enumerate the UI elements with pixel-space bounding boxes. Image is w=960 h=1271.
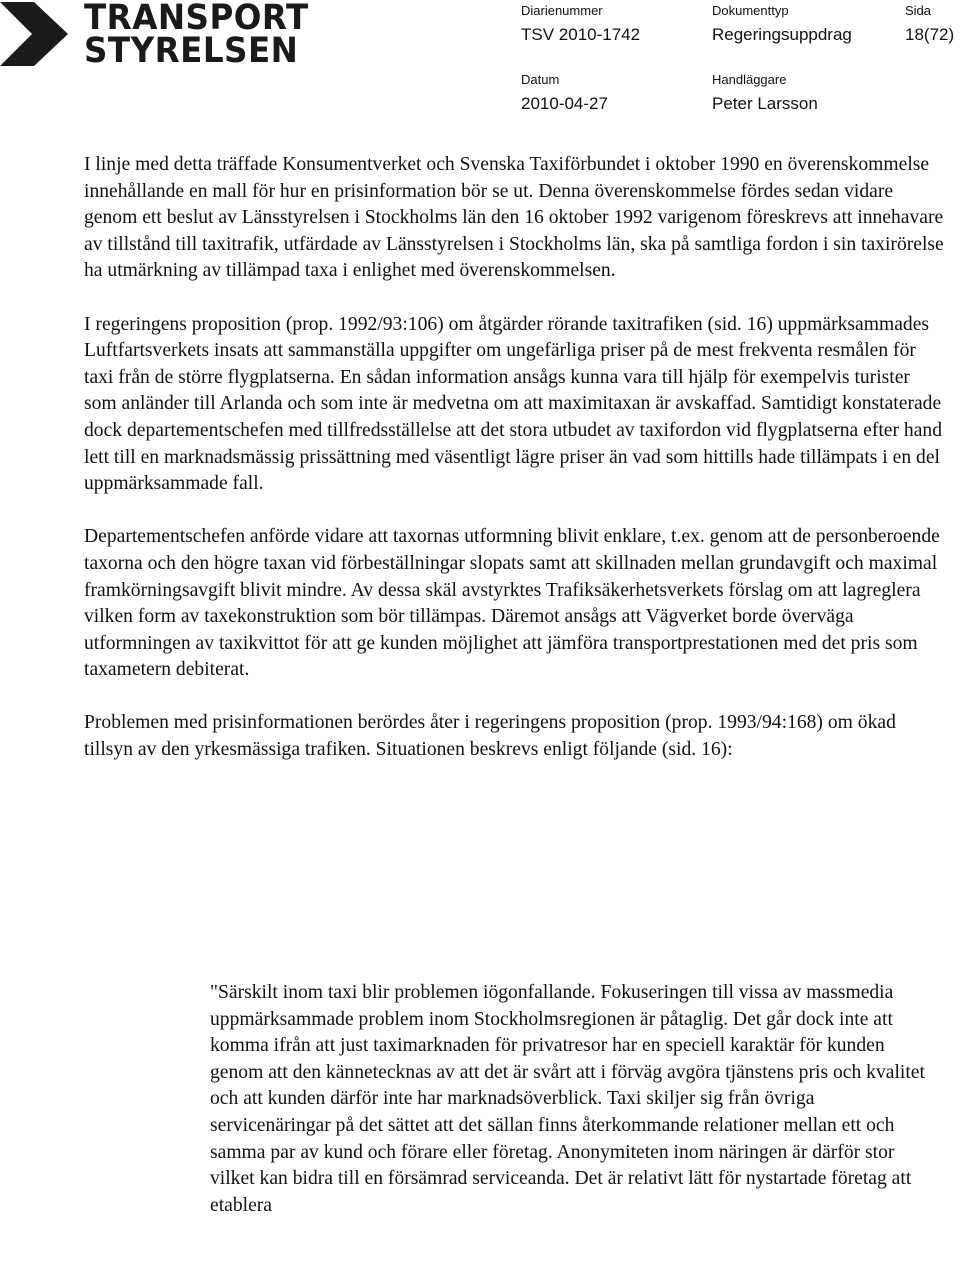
date-value: 2010-04-27 — [521, 94, 608, 113]
diary-number-value: TSV 2010-1742 — [521, 25, 641, 44]
logo-text-line1: TRANSPORT — [84, 0, 309, 38]
page-number-label: Sida — [905, 3, 932, 18]
document-type-value: Regeringsuppdrag — [712, 25, 852, 44]
body-paragraph: Problemen med prisinformationen berördes åter i regeringens proposition (prop. 1993/94:168) om ökad tillsyn av den yrkesmässiga trafiken. Situationen beskrevs enligt följande (sid. 16): — [84, 712, 896, 761]
document-body — [84, 152, 944, 790]
diary-number-label: Diarienummer — [521, 3, 603, 18]
document-type-block — [712, 3, 852, 46]
page-number-value: 18 — [905, 25, 924, 44]
agency-logo — [0, 0, 309, 71]
body-paragraph: I linje med detta träffade Konsumentverket och Svenska Taxiförbundet i oktober 1990 en överenskommelse innehållande en mall för hur en prisinformation bör se ut. Denna överenskommelse fördes sedan vidare genom ett beslut av Länsstyrelsen i Stockholms län den 16 oktober 1992 varigenom föreskrevs att innehavare av tillstånd till taxitrafik, utfärdade av Länsstyrelsen i Stockholms län, ska på samtliga fordon i sin taxirörelse ha utmärkning av tillämpad taxa i enlighet med överenskommelsen. — [84, 154, 944, 282]
logo-text-line2: STYRELSEN — [84, 31, 299, 71]
date-label: Datum — [521, 72, 560, 87]
body-paragraph: Departementschefen anförde vidare att taxornas utformning blivit enklare, t.ex. genom att de personberoende taxorna och den högre taxan vid förbeställningar slopats samt att skillnaden mellan grundavgift och maximal framkörningsavgift blivit mindre. Av dessa skäl avstyrktes Trafiksäkerhetsverkets förslag om att lagreglera vilken form av taxekonstruktion som bör tillämpas. Däremot ansågs att Vägverket borde överväga utformningen av taxikvittot för att ge kunden möjlighet att jämföra transportprestationen med det pris som taxametern debiterat. — [84, 526, 940, 681]
page-number-block — [905, 3, 954, 46]
transportstyrelsen-logo-mark — [0, 2, 70, 68]
date-block — [521, 72, 608, 115]
handler-label: Handläggare — [712, 72, 787, 87]
body-paragraph: I regeringens proposition (prop. 1992/93:106) om åtgärder rörande taxitrafiken (sid. 16) uppmärksammades Luftfartsverkets insats att sammanställa uppgifter om ungefärliga priser på de mest frekventa resmålen för taxi från de större flygplatserna. En sådan information ansågs kunna vara till hjälp för exempelvis turister som anländer till Arlanda och som inte är medvetna om att maximitaxan är avskaffad. Samtidigt konstaterade dock departementschefen med tillfredsställelse att det stora utbudet av taxifordon vid flygplatserna efter hand lett till en marknadsmässig prissättning med väsentligt lägre priser än vad som hittills hade tillämpats i en del uppmärksammade fall. — [84, 313, 943, 495]
handler-value: Peter Larsson — [712, 94, 818, 113]
handler-block — [712, 72, 818, 115]
block-quote — [210, 980, 940, 1219]
document-type-label: Dokumenttyp — [712, 3, 789, 18]
quote-text: "Särskilt inom taxi blir problemen iögonfallande. Fokuseringen till vissa av massmedia uppmärksammade problem inom Stockholmsregionen är påtaglig. Det går dock inte att komma ifrån att just taximarknaden för privatresor har en speciell karaktär för kunden genom att den kännetecknas av att det är svårt att i förväg avgöra tjänstens pris och kvalitet och att kunden därför inte har marknadsöverblick. Taxi skiljer sig från övriga servicenäringar på det sättet att det sällan finns återkommande relationer mellan ett och samma par av kund och förare eller företag. Anonymiteten inom näringen är därför stor vilket kan bidra till en försämrad serviceanda. Det är relativt lätt för nystartade företag att etablera — [210, 982, 925, 1216]
diary-number-block — [521, 3, 640, 46]
page-total-value: (72) — [923, 25, 955, 44]
